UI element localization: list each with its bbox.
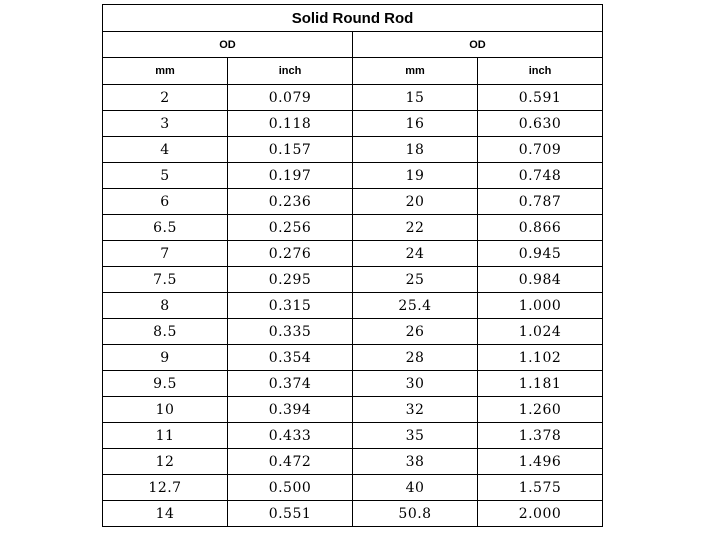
cell-inch-left: 0.118 <box>228 111 353 137</box>
cell-mm-left: 9 <box>103 345 228 371</box>
cell-mm-right: 25.4 <box>353 293 478 319</box>
cell-inch-left: 0.394 <box>228 397 353 423</box>
cell-mm-right: 26 <box>353 319 478 345</box>
cell-inch-left: 0.433 <box>228 423 353 449</box>
cell-mm-left: 14 <box>103 501 228 527</box>
table-row <box>103 371 603 397</box>
cell-mm-right: 30 <box>353 371 478 397</box>
cell-mm-left: 4 <box>103 137 228 163</box>
cell-mm-right: 25 <box>353 267 478 293</box>
cell-mm-left: 10 <box>103 397 228 423</box>
cell-inch-right: 0.945 <box>478 241 603 267</box>
cell-inch-right: 1.024 <box>478 319 603 345</box>
cell-mm-right: 50.8 <box>353 501 478 527</box>
table-body <box>103 85 603 527</box>
unit-header-row <box>103 58 603 85</box>
table-row <box>103 423 603 449</box>
cell-mm-left: 12 <box>103 449 228 475</box>
cell-inch-right: 1.378 <box>478 423 603 449</box>
cell-inch-left: 0.551 <box>228 501 353 527</box>
cell-inch-right: 0.787 <box>478 189 603 215</box>
cell-mm-left: 5 <box>103 163 228 189</box>
table-row <box>103 397 603 423</box>
table-row <box>103 215 603 241</box>
cell-mm-right: 18 <box>353 137 478 163</box>
table-row <box>103 137 603 163</box>
cell-mm-left: 9.5 <box>103 371 228 397</box>
cell-mm-left: 2 <box>103 85 228 111</box>
cell-inch-right: 1.102 <box>478 345 603 371</box>
cell-mm-right: 22 <box>353 215 478 241</box>
cell-inch-left: 0.079 <box>228 85 353 111</box>
cell-mm-left: 7.5 <box>103 267 228 293</box>
cell-inch-right: 1.000 <box>478 293 603 319</box>
cell-mm-right: 38 <box>353 449 478 475</box>
cell-inch-right: 0.748 <box>478 163 603 189</box>
table-row <box>103 267 603 293</box>
cell-mm-right: 24 <box>353 241 478 267</box>
cell-inch-right: 0.984 <box>478 267 603 293</box>
cell-inch-right: 0.709 <box>478 137 603 163</box>
table-row <box>103 111 603 137</box>
cell-mm-left: 7 <box>103 241 228 267</box>
cell-inch-left: 0.315 <box>228 293 353 319</box>
cell-mm-left: 3 <box>103 111 228 137</box>
cell-inch-left: 0.236 <box>228 189 353 215</box>
cell-inch-left: 0.354 <box>228 345 353 371</box>
cell-mm-left: 6.5 <box>103 215 228 241</box>
od-header-right: OD <box>353 32 603 58</box>
cell-mm-right: 19 <box>353 163 478 189</box>
cell-inch-left: 0.374 <box>228 371 353 397</box>
cell-inch-left: 0.335 <box>228 319 353 345</box>
cell-mm-right: 20 <box>353 189 478 215</box>
cell-inch-right: 1.181 <box>478 371 603 397</box>
cell-mm-right: 35 <box>353 423 478 449</box>
cell-inch-left: 0.295 <box>228 267 353 293</box>
table-row <box>103 449 603 475</box>
table-row <box>103 189 603 215</box>
cell-mm-right: 16 <box>353 111 478 137</box>
table-row <box>103 85 603 111</box>
cell-mm-right: 40 <box>353 475 478 501</box>
title-row <box>103 5 603 32</box>
cell-mm-left: 8 <box>103 293 228 319</box>
table-row <box>103 345 603 371</box>
cell-mm-left: 11 <box>103 423 228 449</box>
cell-inch-left: 0.256 <box>228 215 353 241</box>
cell-mm-left: 8.5 <box>103 319 228 345</box>
table-title: Solid Round Rod <box>103 5 603 32</box>
table-row <box>103 293 603 319</box>
cell-mm-right: 32 <box>353 397 478 423</box>
cell-inch-left: 0.197 <box>228 163 353 189</box>
cell-mm-left: 6 <box>103 189 228 215</box>
cell-inch-right: 0.866 <box>478 215 603 241</box>
cell-inch-right: 0.591 <box>478 85 603 111</box>
cell-mm-right: 15 <box>353 85 478 111</box>
cell-inch-left: 0.500 <box>228 475 353 501</box>
table-row <box>103 319 603 345</box>
table-row <box>103 475 603 501</box>
group-header-row <box>103 32 603 58</box>
cell-mm-right: 28 <box>353 345 478 371</box>
cell-mm-left: 12.7 <box>103 475 228 501</box>
cell-inch-left: 0.472 <box>228 449 353 475</box>
cell-inch-right: 1.260 <box>478 397 603 423</box>
od-header-left: OD <box>103 32 353 58</box>
unit-header-mm-left: mm <box>103 58 228 85</box>
unit-header-inch-right: inch <box>478 58 603 85</box>
table-row <box>103 241 603 267</box>
cell-inch-left: 0.276 <box>228 241 353 267</box>
table-row <box>103 163 603 189</box>
cell-inch-left: 0.157 <box>228 137 353 163</box>
unit-header-inch-left: inch <box>228 58 353 85</box>
cell-inch-right: 1.575 <box>478 475 603 501</box>
table-row <box>103 501 603 527</box>
unit-header-mm-right: mm <box>353 58 478 85</box>
cell-inch-right: 0.630 <box>478 111 603 137</box>
solid-round-rod-table <box>102 4 603 527</box>
cell-inch-right: 1.496 <box>478 449 603 475</box>
cell-inch-right: 2.000 <box>478 501 603 527</box>
